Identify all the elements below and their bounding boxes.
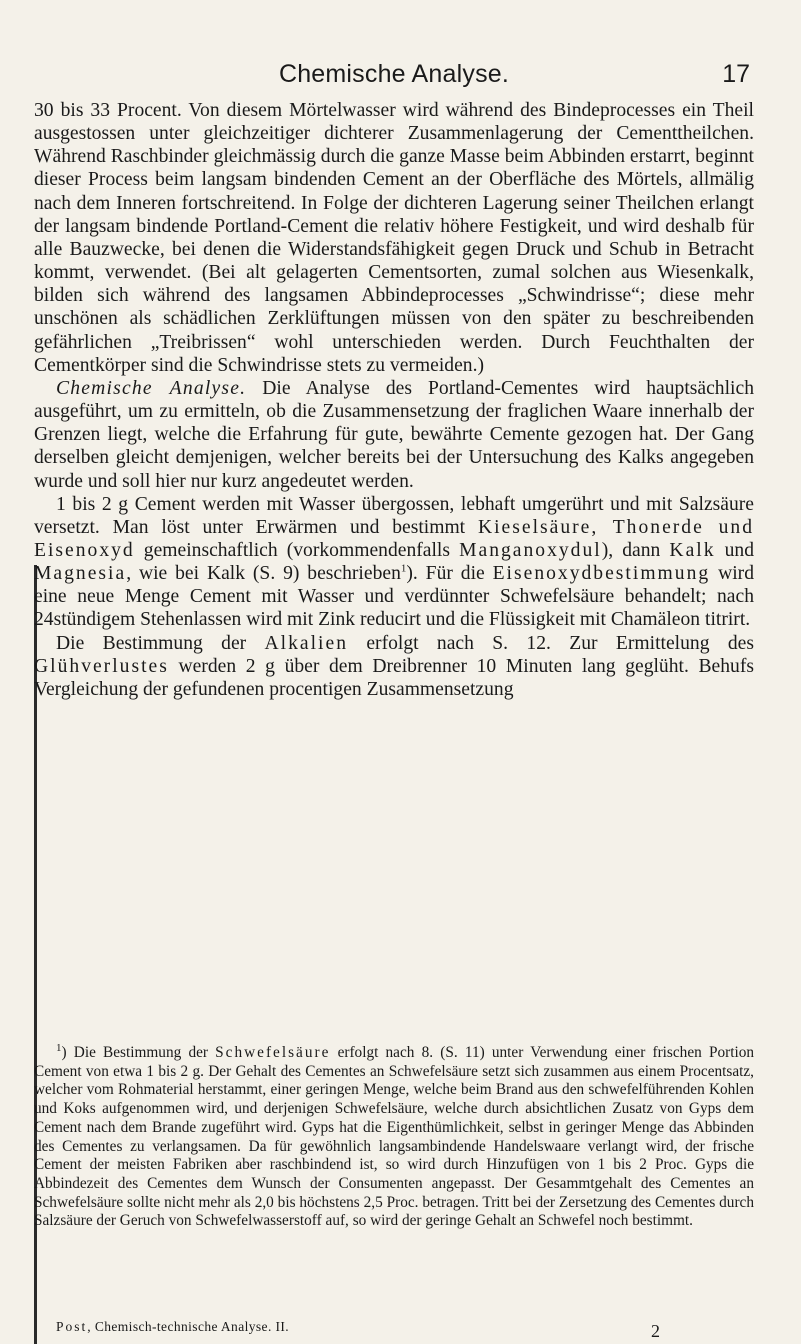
text-run: wird eine neue Menge Cement mit Wasser und verdünnter Schwefelsäure behandelt; nach 24stündigem Stehenlassen wird mit Zink reducirt und die Flüssigkeit mit Chamäleon titrirt. — [34, 563, 754, 631]
sheet-signature: 2 — [651, 1321, 660, 1341]
text-run: erfolgt nach S. 12. Zur Ermittelung des — [348, 632, 754, 654]
author-name: Post — [56, 1319, 88, 1334]
emphasis-term: Kalk — [669, 539, 716, 561]
body-text — [34, 99, 754, 701]
emphasis-term: Kieselsäure, Thonerde und Eisenoxyd — [34, 516, 754, 561]
book-title: , Chemisch-technische Analyse. II. — [87, 1319, 290, 1334]
footnote-reference[interactable]: 1 — [400, 562, 407, 575]
text-run: und — [715, 539, 754, 561]
text-run: 1 bis 2 g Cement werden mit Wasser übergossen, lebhaft umgerührt und mit Salzsäure versetzt. Man löst unter Erwärmen und bestimmt — [34, 493, 754, 538]
paragraph-2 — [34, 377, 754, 493]
footnote-marker: 1 — [56, 1041, 62, 1054]
emphasis-term: Alkalien — [264, 632, 348, 654]
text-run: werden 2 g über dem Dreibrenner 10 Minuten lang geglüht. Behufs Vergleichung der gefundenen procentigen Zusammensetzung — [34, 655, 754, 700]
page-number: 17 — [722, 60, 750, 88]
book-page — [34, 0, 754, 1344]
emphasis-term: Magnesia — [34, 563, 127, 585]
book-reference — [56, 1319, 289, 1335]
page-header — [34, 60, 754, 94]
text-run: erfolgt nach 8. (S. 11) unter Verwendung einer frischen Portion Cement von etwa 1 bis 2 g. Der Gehalt des Cementes an Schwefelsäure setzt sich zusammen aus einem Procentsatz, welcher vom Rohmaterial herstammt, einer geringen Menge, welche beim Brand aus den schwefelführenden Kohlen und Koks aufgenommen wird, und derjenigen Schwefelsäure, welche durch absichtlichen Zusatz von Gyps dem Cement nach dem Brande zugeführt wird. Gyps hat die Eigenthümlichkeit, selbst in geringer Menge das Abbinden des Cementes zu verlangsamen. Da für gewöhnlich langsambindende Handelswaare verlangt wird, der frische Cement der meisten Fabriken aber raschbindend ist, so wird durch Hinzufügen von 1 bis 2 Proc. Gyps die Abbindezeit des Cementes dem Wunsch der Consumenten angepasst. Der Gesammtgehalt des Cementes an Schwefelsäure sollte nicht mehr als 2,0 bis höchstens 2,5 Proc. betragen. Tritt bei der Zersetzung des Cementes durch Salzsäure der Geruch von Schwefelwasserstoff auf, so wird der geringe Gehalt an Schwefel noch bestimmt. — [34, 1044, 755, 1230]
footnote — [34, 1041, 755, 1231]
text-run: , wie bei Kalk (S. 9) beschrieben — [126, 563, 401, 585]
text-run: ) Die Bestimmung der — [61, 1044, 216, 1061]
emphasis-term: Eisenoxydbestimmung — [492, 563, 711, 585]
text-run: gemeinschaftlich (vorkommendenfalls — [134, 539, 460, 561]
paragraph-4 — [34, 632, 754, 701]
page-footer — [34, 1319, 754, 1341]
paragraph-3 — [34, 493, 754, 632]
footnote-text — [34, 1041, 755, 1231]
text-run: ). Für die — [406, 563, 493, 585]
emphasis-term: Manganoxydul — [459, 539, 602, 561]
text-run: Die Bestimmung der — [56, 632, 265, 654]
paragraph-2-text: Die Analyse des Portland-Cementes wird hauptsächlich ausgeführt, um zu ermitteln, ob die Zusammensetzung der fraglichen Waare innerhalb der Grenzen liegt, welche die Erfahrung für gute, bewährte Cemente gezogen hat. Der Gang derselben gleicht demjenigen, welcher bereits bei der Untersuchung des Kalks angegeben wurde und soll hier nur kurz angedeutet werden. — [34, 377, 754, 492]
emphasis-term: Schwefelsäure — [215, 1044, 331, 1061]
emphasis-term: Glühverlustes — [34, 655, 169, 677]
section-heading: Chemische Analyse. — [56, 377, 247, 399]
paragraph-1: 30 bis 33 Procent. Von diesem Mörtelwasser wird während des Bindeprocesses ein Theil ausgestossen unter gleichzeitiger dichterer Zusammenlagerung der Cementtheilchen. Während Raschbinder gleichmässig durch die ganze Masse beim Abbinden erstarrt, beginnt dieser Process beim langsam bindenden Cement an der Oberfläche des Mörtels, allmälig nach dem Inneren fortschreitend. In Folge der dichteren Lagerung seiner Theilchen erlangt der langsam bindende Portland-Cement die relativ höhere Festigkeit, und wird deshalb für alle Bauzwecke, bei denen die Widerstandsfähigkeit gegen Druck und Schub in Betracht kommt, verwendet. (Bei alt gelagerten Cementsorten, zumal solchen aus Wiesenkalk, bilden sich während des langsamen Abbindeprocesses „Schwindrisse“; diese mehr unschönen als schädlichen Zerklüftungen müssen von den später zu beschreibenden gefährlichen „Treibrissen“ wohl unterschieden werden. Durch Feuchthalten der Cementkörper sind die Schwindrisse stets zu vermeiden.) — [34, 100, 754, 376]
text-run: ), dann — [601, 539, 670, 561]
running-title: Chemische Analyse. — [278, 60, 510, 88]
